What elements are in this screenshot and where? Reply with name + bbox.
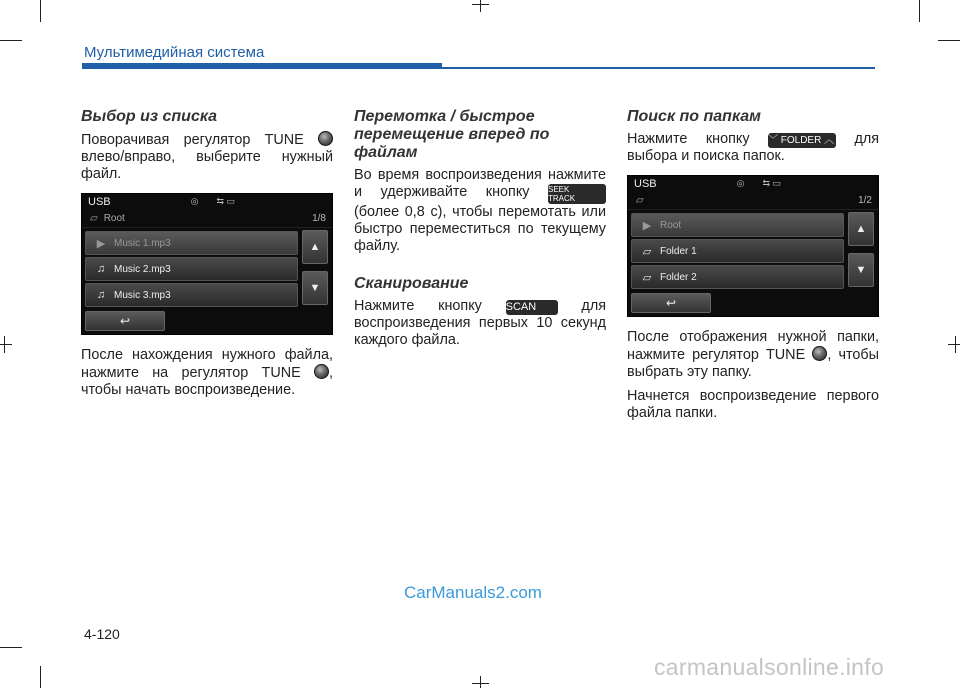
- back-arrow-icon: ↩: [665, 296, 677, 310]
- folder-button-icon: ﹀ FOLDER ︿: [767, 135, 835, 146]
- header-rule: [82, 63, 442, 69]
- heading-seek: Перемотка / быстрое перемещение вперед по файлам: [354, 108, 550, 161]
- list-item-label: Music 1.mp3: [114, 237, 171, 249]
- disc-icon: ◎: [190, 196, 199, 206]
- arrow-up-icon: ▲: [309, 241, 321, 253]
- crop-mark: [0, 647, 22, 648]
- crop-mark: [948, 344, 960, 345]
- text: чтобы выбрать эту папку.: [627, 347, 880, 380]
- crop-mark: [40, 666, 41, 688]
- text: Нажмите кнопку: [354, 298, 482, 314]
- paragraph-tune-press: [81, 347, 333, 399]
- usb-icon: ⇆ ▭: [216, 196, 236, 206]
- list-item[interactable]: [85, 283, 298, 307]
- usb-folder-list-screen: [627, 175, 879, 317]
- folder-icon: ▱: [642, 245, 652, 258]
- list-item-label: Music 2.mp3: [114, 263, 171, 275]
- text: для выбора и поиска папок.: [627, 131, 880, 164]
- back-button[interactable]: [631, 293, 711, 313]
- list-item[interactable]: [631, 213, 844, 237]
- text: влево/вправо, выберите нужный файл.: [81, 149, 333, 182]
- tune-knob-icon: [314, 364, 329, 379]
- crop-mark: [480, 0, 481, 12]
- site-watermark: carmanualsonline.info: [654, 654, 885, 680]
- page-indicator: 1/8: [312, 212, 326, 224]
- crop-mark: [472, 683, 489, 684]
- crop-mark: [0, 344, 12, 345]
- text: (более 0,8 с), чтобы перемотать или быстро переместиться по текущему файлу.: [354, 204, 606, 254]
- play-icon: ▶: [96, 237, 106, 250]
- scan-button-icon: SCAN: [506, 300, 558, 315]
- source-label: USB: [634, 177, 657, 190]
- folder-icon: ▱: [636, 194, 644, 206]
- paragraph-folder-play: Начнется воспроизведение первого файла папки.: [627, 388, 879, 421]
- folder-icon: ▱: [90, 212, 98, 224]
- heading-scan: Сканирование: [354, 275, 469, 292]
- list-item[interactable]: [631, 265, 844, 289]
- usb-icon: ⇆ ▭: [762, 178, 782, 188]
- screen-path: [82, 209, 332, 228]
- path-label: Root: [103, 212, 125, 224]
- page-number: 4-120: [84, 626, 120, 642]
- scroll-down-button[interactable]: [302, 271, 328, 305]
- music-note-icon: ♫: [96, 263, 106, 275]
- list-item-label: Folder 1: [660, 245, 697, 257]
- screen-header: [82, 194, 332, 209]
- list-item[interactable]: [631, 239, 844, 263]
- screen-header: [628, 176, 878, 191]
- back-arrow-icon: ↩: [119, 314, 131, 328]
- music-note-icon: ♫: [96, 289, 106, 301]
- screen-path: [628, 191, 878, 210]
- crop-mark: [0, 40, 22, 41]
- list-item[interactable]: [85, 257, 298, 281]
- text: чтобы начать воспроизведение.: [81, 382, 296, 398]
- section-title: Мультимедийная система: [84, 44, 265, 61]
- scroll-up-button[interactable]: [848, 212, 874, 246]
- disc-icon: ◎: [736, 178, 745, 188]
- track-label: TRACK: [548, 194, 576, 203]
- folder-icon: ▱: [642, 271, 652, 284]
- crop-mark: [480, 676, 481, 688]
- scroll-down-button[interactable]: [848, 253, 874, 287]
- column-list-select: [81, 108, 333, 399]
- seek-label: SEEK: [548, 185, 570, 194]
- paragraph-seek: [354, 167, 606, 255]
- list-item-label: Music 3.mp3: [114, 289, 171, 301]
- paragraph-scan: [354, 298, 606, 349]
- text: ,: [329, 365, 333, 381]
- list-item[interactable]: [85, 231, 298, 255]
- crop-mark: [938, 40, 960, 41]
- heading-folder-search: Поиск по папкам: [627, 108, 761, 125]
- crop-mark: [4, 336, 5, 353]
- arrow-down-icon: ▼: [855, 264, 867, 276]
- usb-file-list-screen: [81, 193, 333, 335]
- column-seek: [354, 108, 606, 349]
- crop-mark: [919, 0, 920, 22]
- text: Во время воспроизведения нажмите и удерживайте кнопку: [354, 167, 606, 200]
- header-rule-thin: [442, 67, 875, 69]
- text: Поворачивая регулятор TUNE: [81, 132, 304, 148]
- paragraph-folder-select: [627, 329, 879, 381]
- tune-knob-icon: [812, 346, 827, 361]
- arrow-down-icon: ▼: [309, 282, 321, 294]
- list-item-label: Folder 2: [660, 271, 697, 283]
- crop-mark: [472, 4, 489, 5]
- crop-mark: [40, 0, 41, 22]
- folder-label: FOLDER: [780, 135, 822, 146]
- back-button[interactable]: [85, 311, 165, 331]
- source-label: USB: [88, 195, 111, 208]
- crop-mark: [955, 336, 956, 353]
- paragraph-folder-button: [627, 131, 879, 165]
- tune-knob-icon: [318, 131, 333, 146]
- paragraph-tune-rotate: [81, 131, 333, 183]
- scroll-up-button[interactable]: [302, 230, 328, 264]
- text: Нажмите кнопку: [627, 131, 750, 147]
- list-item-label: Root: [660, 219, 682, 231]
- play-icon: ▶: [642, 219, 652, 232]
- text: ,: [827, 347, 832, 363]
- text: для воспроизведения первых 10 секунд каждого файла.: [354, 298, 607, 348]
- column-folder-search: [627, 108, 879, 422]
- arrow-up-icon: ▲: [855, 223, 867, 235]
- heading-list-select: Выбор из списка: [81, 108, 218, 125]
- seek-track-button-icon: [548, 184, 606, 204]
- page-indicator: 1/2: [858, 194, 872, 206]
- text: После отображения нужной папки, нажмите регулятор TUNE: [627, 329, 879, 363]
- watermark-link[interactable]: CarManuals2.com: [404, 583, 542, 602]
- text: После нахождения нужного файла, нажмите на регулятор TUNE: [81, 347, 333, 381]
